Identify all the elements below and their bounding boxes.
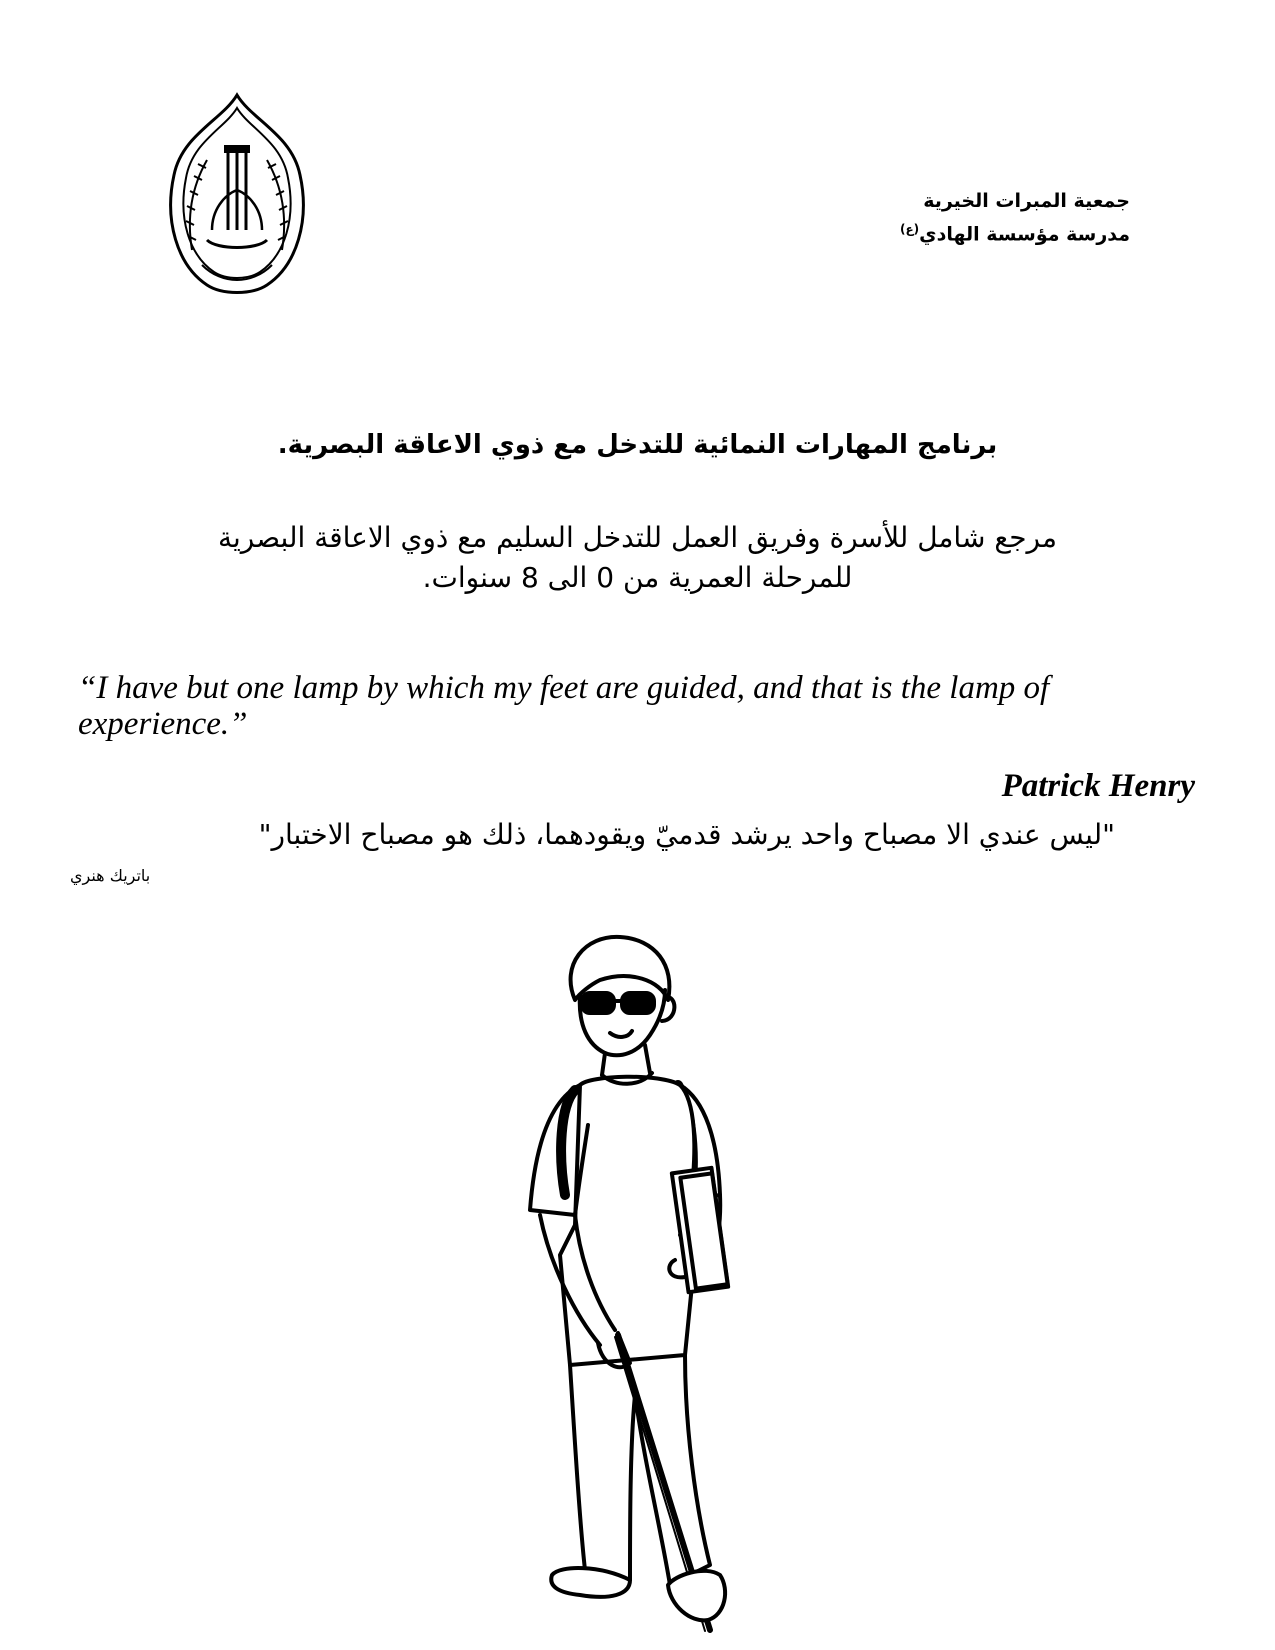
school-name (630, 222, 1130, 245)
english-quote-author: Patrick Henry (1001, 768, 1195, 804)
school-name-text: مدرسة مؤسسة الهادي (919, 223, 1130, 246)
school-name-suffix: (ع) (900, 222, 920, 236)
arabic-quote: "ليس عندي الا مصباح واحد يرشد قدميّ ويقودهما، ذلك هو مصباح الاختبار" (258, 818, 1115, 851)
organization-logo (162, 90, 312, 305)
boy-with-white-cane-icon (480, 925, 780, 1635)
subtitle-line-2: للمرحلة العمرية من 0 الى 8 سنوات. (422, 561, 853, 594)
page-title: برنامج المهارات النمائية للتدخل مع ذوي الاعاقة البصرية. (277, 430, 998, 460)
subtitle (100, 518, 1175, 598)
subtitle-line-1: مرجع شامل للأسرة وفريق العمل للتدخل السليم مع ذوي الاعاقة البصرية (218, 521, 1057, 554)
english-quote: “I have but one lamp by which my feet are guided, and that is the lamp of experience.” (78, 670, 1050, 742)
organization-name: جمعية المبرات الخيرية (923, 190, 1130, 212)
arabic-quote-author: باتريك هنري (70, 866, 151, 885)
